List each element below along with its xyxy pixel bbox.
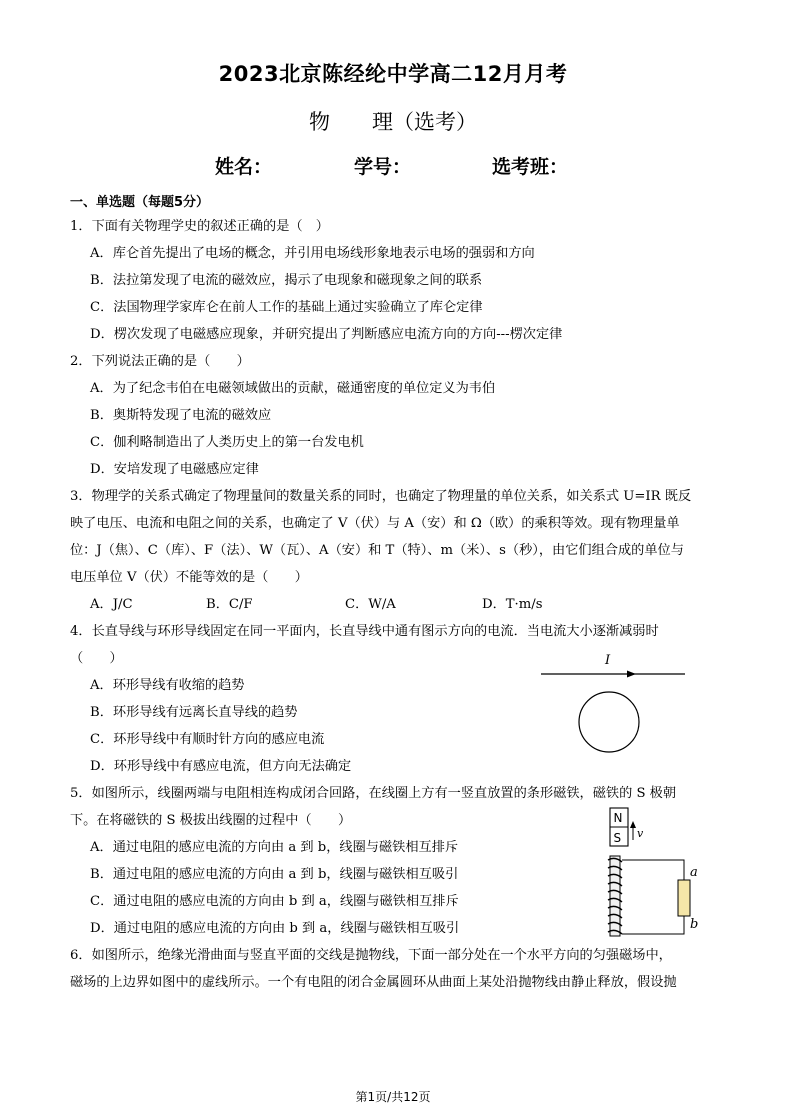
exam-subject	[0, 106, 786, 136]
question-6-stem-line-2: 磁场的上边界如图中的虚线所示。一个有电阻的闭合金属圆环从曲面上某处沿抛物线由静止释放，假设抛	[70, 975, 677, 990]
upper-wire	[622, 860, 684, 880]
student-id-label: 学号：	[354, 156, 412, 178]
question-3-stem-line-2: 映了电压、电流和电阻之间的关系，也确定了 V（伏）与 A（安）和 Ω（欧）的乘积等效。现有物理量单	[70, 516, 680, 531]
question-5-stem-line-1: 5．如图所示，线圈两端与电阻相连构成闭合回路，在线圈上方有一竖直放置的条形磁铁，磁铁的 S 极朝	[70, 786, 677, 801]
subject-char: 物	[309, 110, 330, 134]
question-3-stem-line-3: 位：J（焦）、C（库）、F（法）、W（瓦）、A（安）和 T（特）、m（米）、s（秒），由它们组合成的单位与	[70, 543, 684, 558]
question-5-option-a: A．通过电阻的感应电流的方向由 a 到 b，线圈与磁铁相互排斥	[90, 840, 459, 855]
current-label: I	[605, 653, 611, 668]
subject-rest: 理（选考）	[372, 110, 477, 134]
resistor	[678, 880, 690, 916]
question-5-option-b: B．通过电阻的感应电流的方向由 a 到 b，线圈与磁铁相互吸引	[90, 867, 459, 882]
question-5-option-c: C．通过电阻的感应电流的方向由 b 到 a，线圈与磁铁相互排斥	[90, 894, 459, 909]
question-2-option-d: D．安培发现了电磁感应定律	[90, 462, 259, 477]
question-2-stem: 2．下列说法正确的是（ ）	[70, 354, 250, 369]
question-4-stem-line-2: （ ）	[70, 651, 123, 666]
question-4-stem-line-1: 4．长直导线与环形导线固定在同一平面内，长直导线中通有图示方向的电流．当电流大小逐渐减弱时	[70, 624, 659, 639]
current-arrow-icon	[627, 671, 636, 678]
question-4-option-c: C．环形导线中有顺时针方向的感应电流	[90, 732, 325, 747]
question-3-option-c: C．W/A	[345, 597, 396, 612]
point-a-label: a	[690, 865, 698, 880]
velocity-arrow-icon	[630, 821, 636, 828]
question-3-option-d: D．T·m/s	[482, 597, 543, 612]
question-4-option-b: B．环形导线有远离长直导线的趋势	[90, 705, 298, 720]
wire-ring-figure	[535, 648, 695, 764]
question-3-option-b: B．C/F	[206, 597, 253, 612]
velocity-label: v	[637, 827, 644, 840]
magnet-south-label: S	[613, 831, 622, 845]
question-3-stem-line-1: 3．物理学的关系式确定了物理量间的数量关系的同时，也确定了物理量的单位关系，如关系式 U=IR 既反	[70, 489, 692, 504]
question-5-option-d: D．通过电阻的感应电流的方向由 b 到 a，线圈与磁铁相互吸引	[90, 921, 460, 936]
name-label: 姓名：	[215, 156, 273, 178]
question-4-option-a: A．环形导线有收缩的趋势	[90, 678, 245, 693]
question-3-option-a: A．J/C	[90, 597, 133, 612]
question-1-option-d: D．楞次发现了电磁感应现象，并研究提出了判断感应电流方向的方向---楞次定律	[90, 327, 563, 342]
class-label: 选考班：	[492, 156, 569, 178]
lower-wire	[622, 916, 684, 934]
question-1-option-a: A．库仑首先提出了电场的概念，并引用电场线形象地表示电场的强弱和方向	[90, 246, 535, 261]
question-1-option-c: C．法国物理学家库仑在前人工作的基础上通过实验确立了库仑定律	[90, 300, 483, 315]
section-heading: 一、单选题（每题5分）	[70, 195, 210, 210]
magnet-north-label: N	[613, 811, 623, 825]
question-3-stem-line-4: 电压单位 V（伏）不能等效的是（ ）	[70, 570, 308, 585]
question-1-option-b: B．法拉第发现了电流的磁效应，揭示了电现象和磁现象之间的联系	[90, 273, 483, 288]
exam-title: 2023北京陈经纶中学高二12月月考	[218, 62, 568, 86]
question-5-stem-line-2: 下。在将磁铁的 S 极拔出线圈的过程中（ ）	[70, 813, 352, 828]
ring-conductor	[579, 692, 639, 752]
magnet-coil-figure	[598, 804, 708, 944]
page-number: 第1页/共12页	[355, 1090, 431, 1104]
question-1-stem: 1．下面有关物理学史的叙述正确的是（ ）	[70, 219, 329, 234]
question-2-option-a: A．为了纪念韦伯在电磁领域做出的贡献，磁通密度的单位定义为韦伯	[90, 381, 496, 396]
question-4-option-d: D．环形导线中有感应电流，但方向无法确定	[90, 759, 352, 774]
question-2-option-c: C．伽利略制造出了人类历史上的第一台发电机	[90, 435, 364, 450]
question-6-stem-line-1: 6．如图所示，绝缘光滑曲面与竖直平面的交线是抛物线，下面一部分处在一个水平方向的匀强磁场中，	[70, 948, 672, 963]
point-b-label: b	[690, 917, 699, 932]
question-2-option-b: B．奥斯特发现了电流的磁效应	[90, 408, 272, 423]
